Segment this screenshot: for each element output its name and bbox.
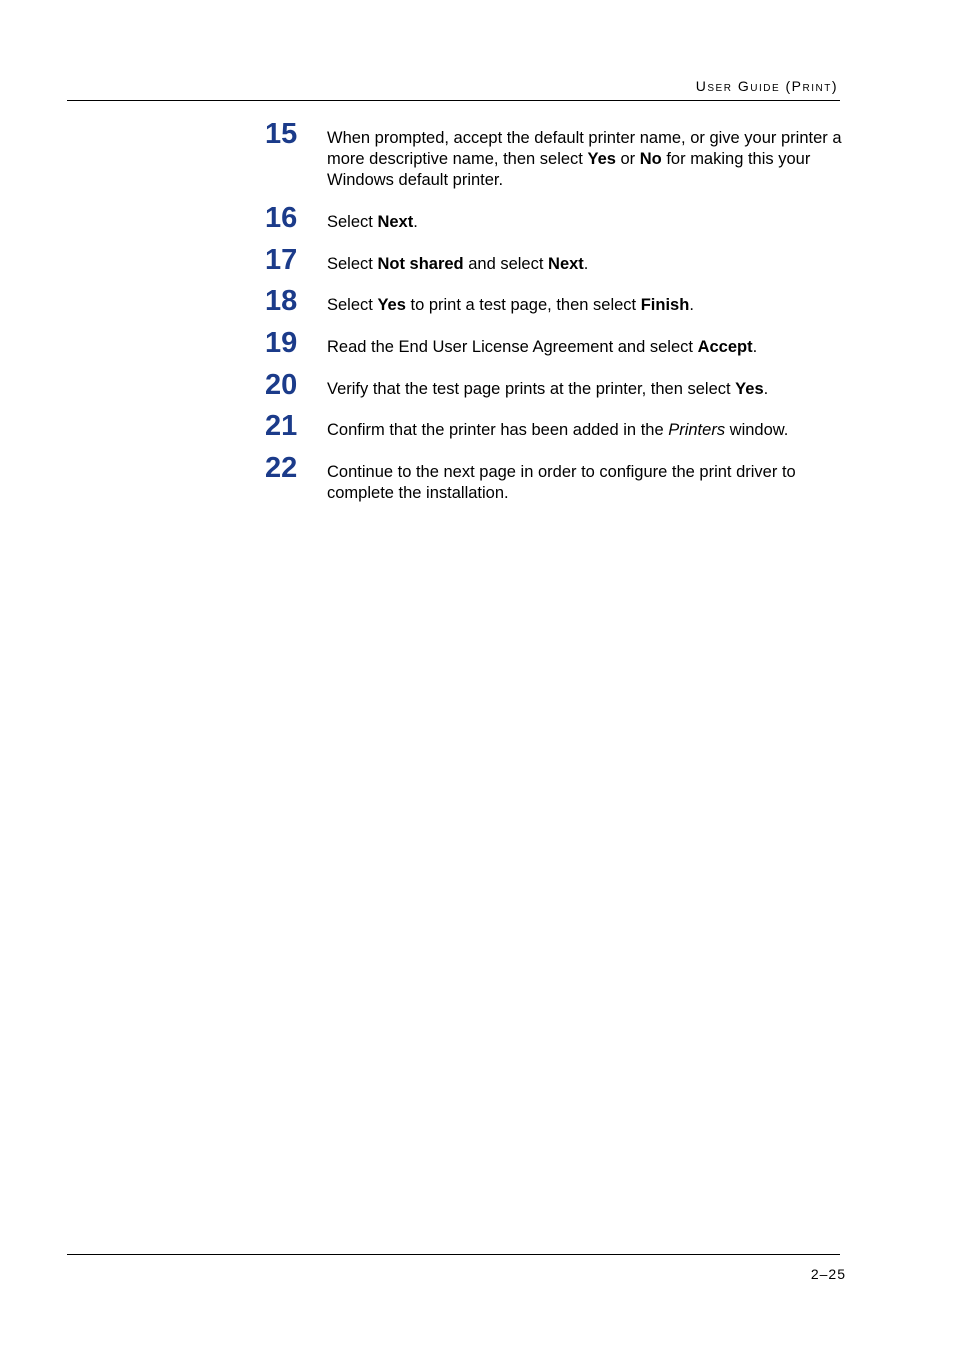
emphasis-bold: Next (548, 255, 584, 273)
step-text: Read the End User License Agreement and select Accept. (327, 338, 758, 356)
footer-rule (67, 1254, 840, 1255)
step-number: 20 (265, 369, 298, 401)
emphasis-bold: Next (377, 213, 414, 231)
step-item (265, 325, 845, 367)
emphasis-bold: Yes (587, 150, 616, 168)
step-number: 15 (265, 118, 298, 150)
step-text: Select Not shared and select Next. (327, 255, 589, 273)
page-number: 2–25 (810, 1266, 846, 1282)
header-rule (67, 100, 840, 101)
emphasis-bold: Yes (377, 296, 406, 314)
step-number: 21 (265, 410, 298, 442)
step-number: 18 (265, 285, 298, 317)
step-item (265, 408, 845, 450)
step-item (265, 116, 845, 200)
step-number: 19 (265, 327, 298, 359)
step-text: Confirm that the printer has been added in the Printers window. (327, 421, 789, 439)
step-list (265, 116, 845, 510)
step-text: Continue to the next page in order to configure the print driver to complete the installation. (327, 463, 796, 502)
step-number: 16 (265, 202, 298, 234)
running-header: User Guide (Print) (695, 78, 838, 94)
emphasis-bold: Not shared (377, 255, 464, 273)
step-item (265, 367, 845, 408)
step-text: Select Next. (327, 213, 418, 231)
step-number: 17 (265, 244, 298, 276)
step-text: Verify that the test page prints at the printer, then select Yes. (327, 380, 769, 398)
step-item (265, 242, 845, 283)
step-number: 22 (265, 452, 298, 484)
step-item (265, 283, 845, 325)
step-item (265, 450, 845, 510)
emphasis-italic: Printers (668, 421, 726, 439)
emphasis-bold: No (639, 150, 662, 168)
emphasis-bold: Accept (697, 338, 753, 356)
step-text: Select Yes to print a test page, then select Finish. (327, 296, 694, 314)
emphasis-bold: Yes (735, 380, 764, 398)
step-text: When prompted, accept the default printer name, or give your printer a more descriptive name, then select Yes or No for making this your Windows default printer. (327, 129, 842, 189)
step-item (265, 200, 845, 242)
emphasis-bold: Finish (640, 296, 690, 314)
